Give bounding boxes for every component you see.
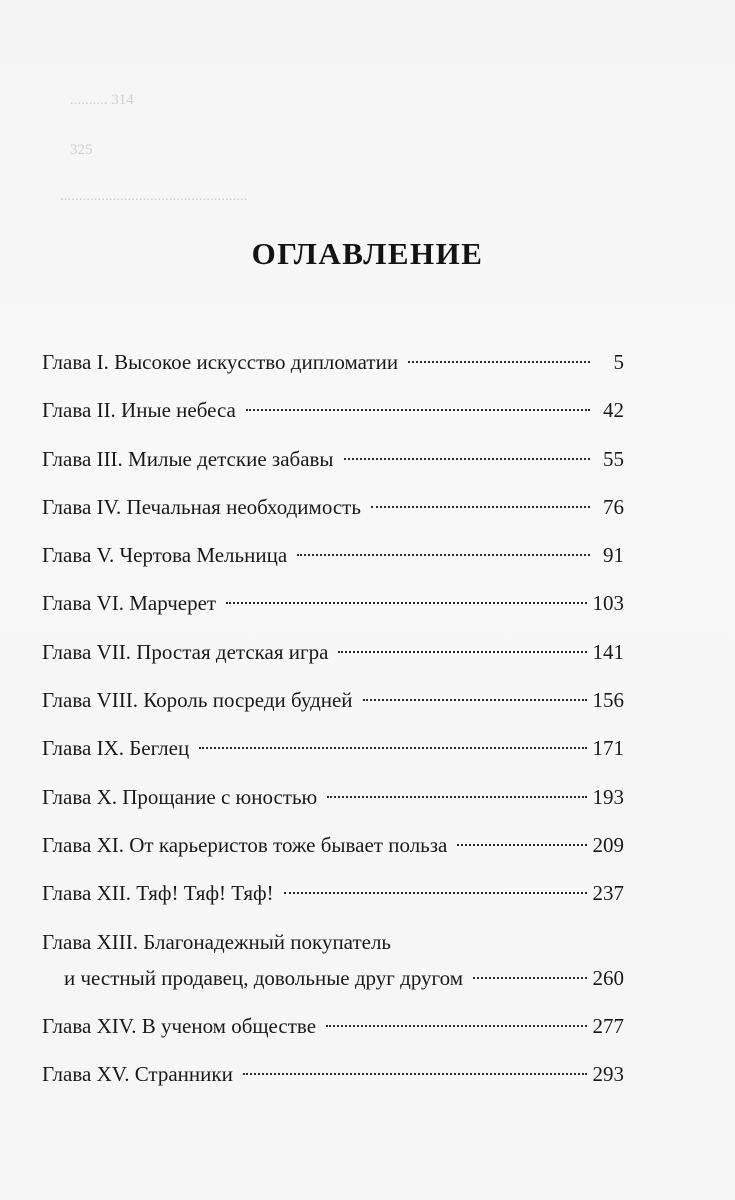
show-through-text: 325: [70, 142, 93, 158]
dot-leader: [371, 506, 590, 508]
page-number: 103: [592, 591, 624, 616]
chapter-title: Глава VIII. Король посреди будней: [42, 688, 353, 713]
chapter-title: Глава XV. Странники: [42, 1061, 233, 1086]
dot-leader: [338, 651, 586, 653]
dot-leader: [326, 1025, 586, 1027]
dot-leader: [344, 458, 590, 460]
dot-leader: [199, 747, 586, 749]
toc-entry-12: [42, 869, 624, 917]
toc-entry-10: [42, 773, 624, 821]
dot-leader: [457, 844, 586, 846]
toc-entry-14: [42, 1002, 624, 1050]
dot-leader: [297, 554, 590, 556]
page-number: 42: [603, 398, 624, 423]
page-number: 91: [603, 543, 624, 568]
page-number: 171: [592, 736, 624, 761]
toc-entry-11: [42, 821, 624, 869]
chapter-title: Глава VII. Простая детская игра: [42, 639, 329, 664]
page-number: 193: [592, 784, 624, 809]
show-through-text: .......... 314: [70, 92, 134, 108]
chapter-title: Глава II. Иные небеса: [42, 398, 236, 423]
toc-entry-9: [42, 724, 624, 772]
page-number: 277: [592, 1013, 624, 1038]
chapter-title: Глава XIV. В ученом обществе: [42, 1013, 317, 1038]
toc-entry-3: [42, 435, 624, 483]
chapter-title-continuation: и честный продавец, довольные друг другом: [64, 965, 464, 990]
toc-entry-15: [42, 1050, 624, 1098]
chapter-title: Глава IX. Беглец: [42, 736, 190, 761]
chapter-title: Глава X. Прощание с юностью: [42, 784, 318, 809]
page-number: 76: [603, 494, 624, 519]
toc-entry-5: [42, 531, 624, 579]
toc-entry-13: [42, 918, 624, 1002]
toc-entry-1: [42, 338, 624, 386]
dot-leader: [246, 409, 590, 411]
dot-leader: [284, 892, 587, 894]
chapter-title: Глава V. Чертова Мельница: [42, 543, 288, 568]
chapter-title: Глава XI. От карьеристов тоже бывает польза: [42, 832, 448, 857]
table-of-contents: [42, 338, 624, 1098]
toc-entry-2: [42, 386, 624, 434]
dot-leader: [243, 1073, 587, 1075]
chapter-title: Глава I. Высокое искусство дипломатии: [42, 350, 399, 374]
chapter-title: Глава XIII. Благонадежный покупатель: [42, 929, 392, 954]
page-number: 55: [603, 446, 624, 471]
toc-entry-7: [42, 628, 624, 676]
page-number: 260: [592, 965, 624, 990]
page-number: 293: [592, 1061, 624, 1086]
chapter-title: Глава IV. Печальная необходимость: [42, 494, 361, 519]
toc-entry-4: [42, 483, 624, 531]
chapter-title: Глава III. Милые детские забавы: [42, 446, 334, 471]
dot-leader: [408, 361, 590, 363]
chapter-title: Глава VI. Марчерет: [42, 591, 217, 616]
page-number: 209: [592, 832, 624, 857]
dot-leader: [363, 699, 587, 701]
chapter-title: Глава XII. Тяф! Тяф! Тяф!: [42, 881, 274, 906]
page-title: ОГЛАВЛЕНИЕ: [251, 236, 484, 271]
show-through-text: ..................................................: [60, 188, 248, 204]
page-number: 5: [613, 350, 624, 374]
dot-leader: [327, 796, 586, 798]
page-number: 237: [592, 881, 624, 906]
toc-entry-6: [42, 579, 624, 627]
dot-leader: [226, 602, 586, 604]
page-number: 141: [592, 639, 624, 664]
page-number: 156: [592, 688, 624, 713]
toc-entry-8: [42, 676, 624, 724]
dot-leader: [473, 977, 586, 979]
